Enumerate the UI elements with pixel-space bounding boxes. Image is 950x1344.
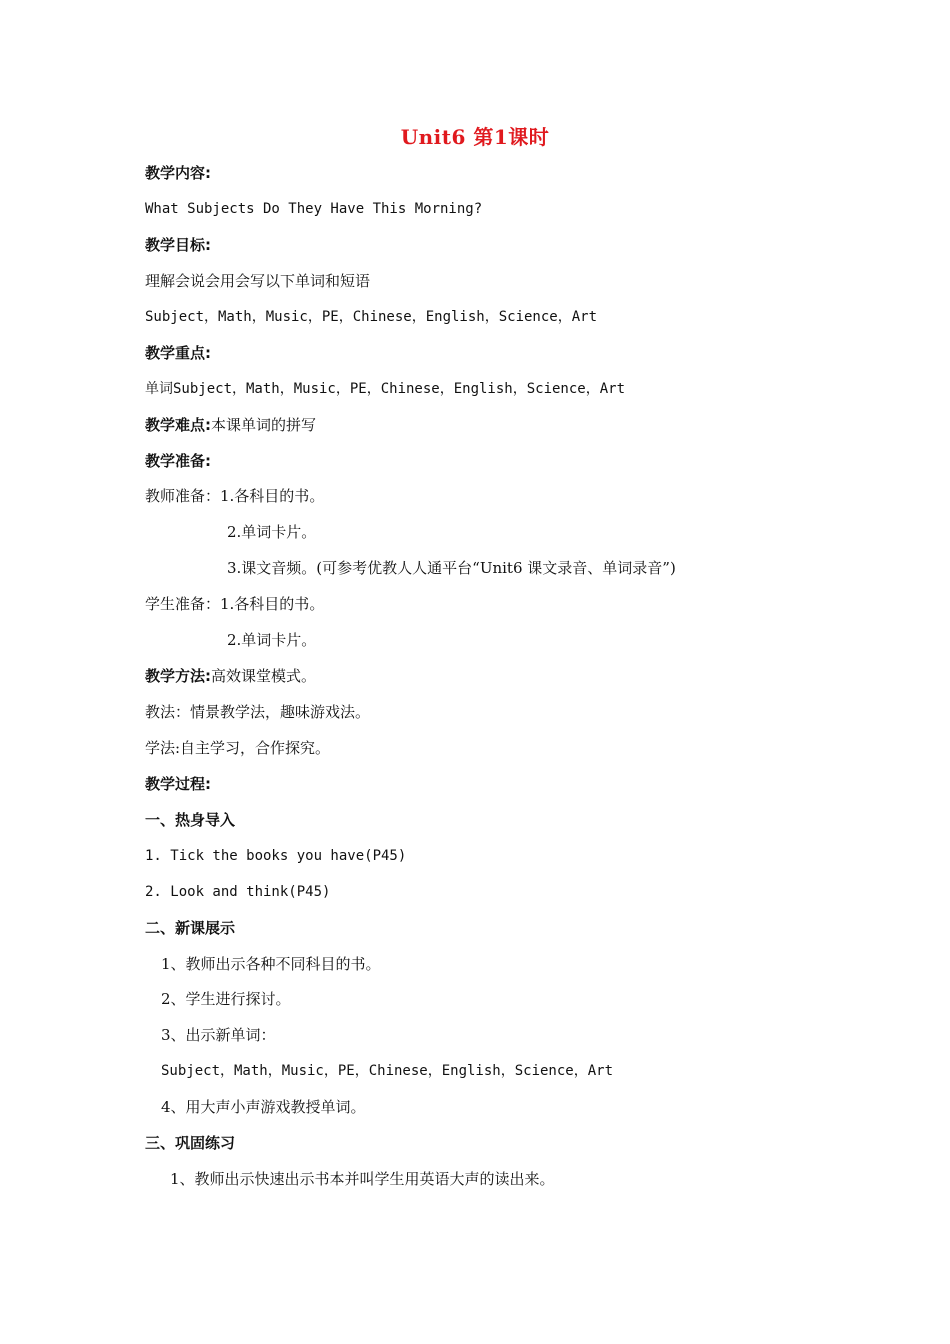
section1-heading: 一、热身导入 [145, 811, 236, 829]
content-text: What Subjects Do They Have This Morning? [145, 201, 483, 217]
section1-item-1: 1. Tick the books you have(P45) [145, 848, 407, 864]
teach-method: 教法：情景教学法，趣味游戏法。 [145, 703, 371, 721]
goal-label: 教学目标: [145, 236, 211, 254]
section2-item-3: 3、出示新单词： [161, 1026, 276, 1044]
learn-method: 学法:自主学习，合作探究。 [145, 739, 331, 757]
prep-label: 教学准备: [145, 452, 211, 470]
section2-item-4: Subject，Math，Music，PE，Chinese，English，Science，Art [161, 1063, 614, 1079]
section2-item-2: 2、学生进行探讨。 [161, 990, 291, 1008]
difficult-text: 本课单词的拼写 [211, 416, 317, 434]
teacher-prep-3: 3.课文音频。(可参考优教人人通平台“Unit6 课文录音、单词录音”) [227, 559, 676, 577]
section3-item-1: 1、教师出示快速出示书本并叫学生用英语大声的读出来。 [170, 1170, 555, 1188]
key-label: 教学重点: [145, 344, 211, 362]
difficult-row [145, 414, 316, 436]
section2-heading: 二、新课展示 [145, 919, 236, 937]
method-text: 高效课堂模式。 [211, 667, 317, 685]
document-title: Unit6 第1课时 [400, 125, 550, 149]
key-text: 单词Subject，Math，Music，PE，Chinese，English，Science，Art [145, 381, 626, 397]
student-prep-2: 2.单词卡片。 [227, 631, 317, 649]
goal-text: 理解会说会用会写以下单词和短语 [145, 272, 371, 290]
teacher-prep-1: 教师准备：1.各科目的书。 [145, 487, 325, 505]
process-label: 教学过程: [145, 775, 211, 793]
section1-item-2: 2. Look and think(P45) [145, 884, 331, 900]
method-label: 教学方法: [145, 667, 211, 685]
teacher-prep-2: 2.单词卡片。 [227, 523, 317, 541]
difficult-label: 教学难点: [145, 416, 211, 434]
method-row [145, 665, 316, 687]
content-label: 教学内容: [145, 164, 211, 182]
section3-heading: 三、巩固练习 [145, 1134, 236, 1152]
section2-item-5: 4、用大声小声游戏教授单词。 [161, 1098, 366, 1116]
section2-item-1: 1、教师出示各种不同科目的书。 [161, 955, 381, 973]
student-prep-1: 学生准备：1.各科目的书。 [145, 595, 325, 613]
goal-words: Subject，Math，Music，PE，Chinese，English，Science，Art [145, 309, 598, 325]
